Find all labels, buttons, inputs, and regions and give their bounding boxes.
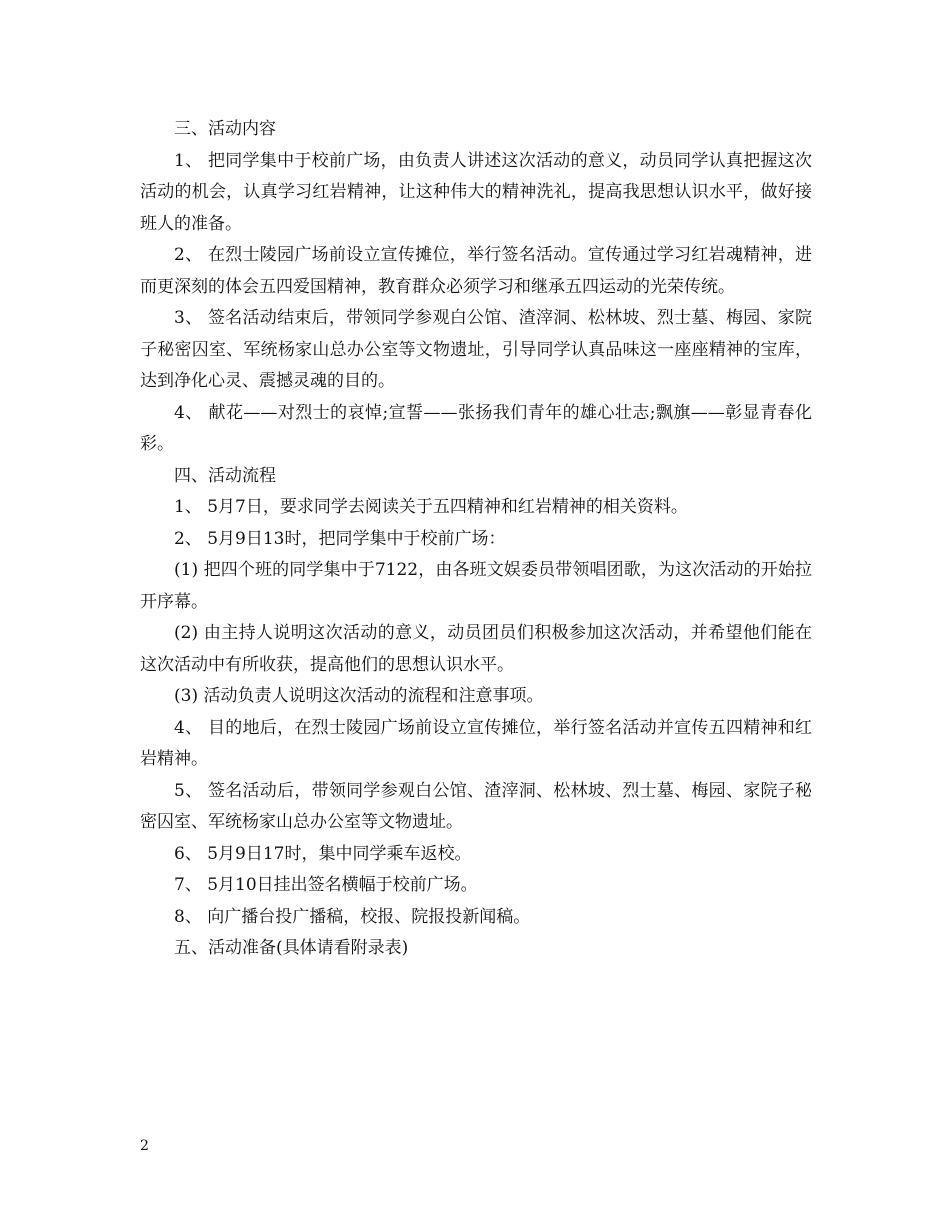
paragraph: 1、 5月7日，要求同学去阅读关于五四精神和红岩精神的相关资料。 bbox=[174, 497, 688, 517]
paragraph: 3、 签名活动结束后，带领同学参观白公馆、渣滓洞、松林坡、烈士墓、梅园、家院子秘密囚室、军统杨家山总办公室等文物遗址，引导同学认真品味这一座座精神的宝库，达到净化心灵、震撼灵魂的目的。 bbox=[140, 308, 812, 391]
section-heading-activity-content: 三、活动内容 bbox=[174, 119, 276, 139]
paragraph: 4、 献花——对烈士的哀悼;宣誓——张扬我们青年的雄心壮志;飘旗——彰显青春化彩。 bbox=[140, 402, 812, 454]
paragraph: (1) 把四个班的同学集中于7122，由各班文娱委员带领唱团歌，为这次活动的开始拉开序幕。 bbox=[140, 560, 812, 612]
paragraph: 2、 在烈士陵园广场前设立宣传摊位，举行签名活动。宣传通过学习红岩魂精神，进而更深刻的体会五四爱国精神，教育群众必须学习和继承五四运动的光荣传统。 bbox=[140, 245, 812, 297]
section-heading-activity-preparation: 五、活动准备(具体请看附录表) bbox=[174, 938, 409, 958]
paragraph: (2) 由主持人说明这次活动的意义，动员团员们积极参加这次活动，并希望他们能在这次活动中有所收获，提高他们的思想认识水平。 bbox=[140, 623, 812, 675]
paragraph: 6、 5月9日17时，集中同学乘车返校。 bbox=[174, 843, 472, 864]
paragraph: 2、 5月9日13时，把同学集中于校前广场： bbox=[174, 528, 506, 549]
paragraph: (3) 活动负责人说明这次活动的流程和注意事项。 bbox=[174, 686, 544, 706]
document-body bbox=[140, 114, 812, 965]
paragraph: 4、 目的地后，在烈士陵园广场前设立宣传摊位，举行签名活动并宣传五四精神和红岩精神。 bbox=[140, 717, 812, 769]
page-number: 2 bbox=[140, 1138, 149, 1154]
paragraph: 1、 把同学集中于校前广场，由负责人讲述这次活动的意义，动员同学认真把握这次活动的机会，认真学习红岩精神，让这种伟大的精神洗礼，提高我思想认识水平，做好接班人的准备。 bbox=[140, 150, 812, 234]
section-heading-activity-process: 四、活动流程 bbox=[174, 465, 276, 486]
paragraph: 8、 向广播台投广播稿，校报、院报投新闻稿。 bbox=[174, 906, 531, 927]
paragraph: 7、 5月10日挂出签名横幅于校前广场。 bbox=[174, 875, 478, 895]
paragraph: 5、 签名活动后，带领同学参观白公馆、渣滓洞、松林坡、烈士墓、梅园、家院子秘密囚室、军统杨家山总办公室等文物遗址。 bbox=[140, 780, 812, 832]
